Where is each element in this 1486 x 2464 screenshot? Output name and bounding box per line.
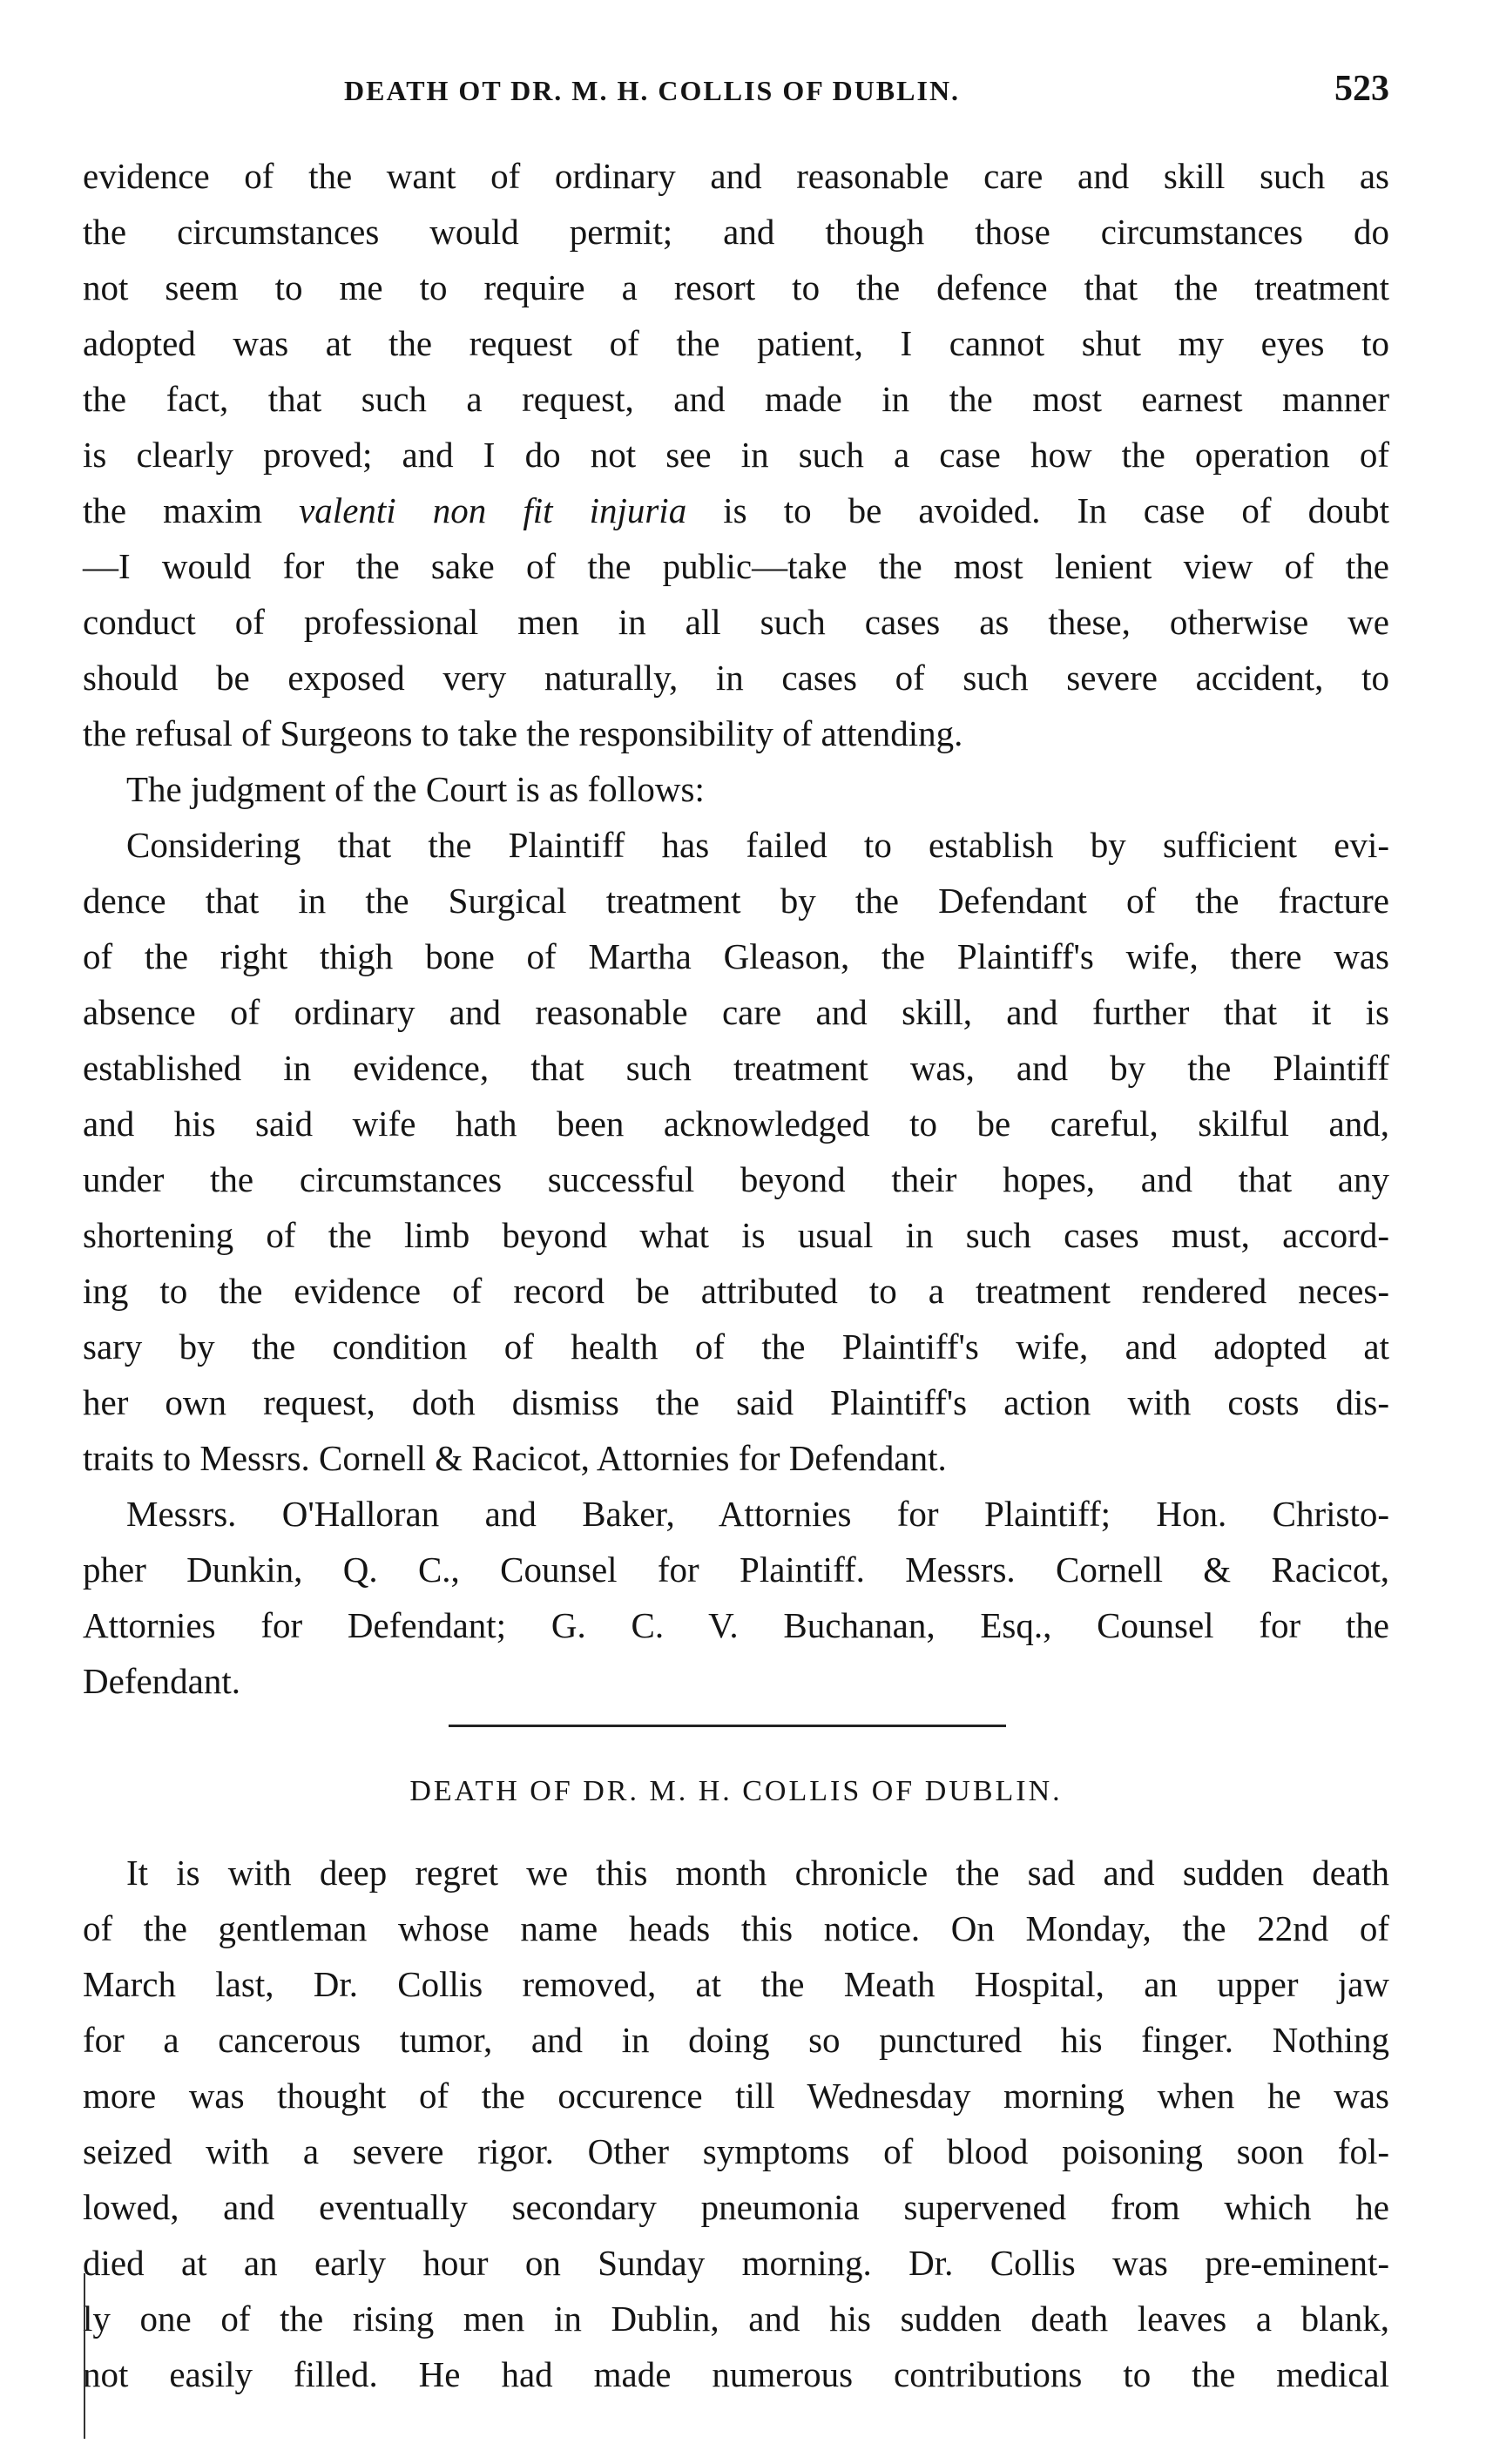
text-line: for a cancerous tumor, and in doing so punctured his finger. Nothing xyxy=(83,2020,1389,2060)
text-line: conduct of professional men in all such cases as these, otherwise we xyxy=(83,602,1389,642)
section-divider xyxy=(449,1725,1006,1727)
margin-mark xyxy=(84,2273,85,2439)
text-line: died at an early hour on Sunday morning. Dr. Collis was pre-eminent- xyxy=(83,2243,1389,2283)
text-line: should be exposed very naturally, in cases of such severe accident, to xyxy=(83,658,1389,698)
text-line: Attornies for Defendant; G. C. V. Buchanan, Esq., Counsel for the xyxy=(83,1605,1389,1645)
text-line: under the circumstances successful beyond their hopes, and that any xyxy=(83,1159,1389,1199)
text-line: established in evidence, that such treatment was, and by the Plaintiff xyxy=(83,1048,1389,1088)
text-line: the refusal of Surgeons to take the responsibility of attending. xyxy=(83,713,963,753)
text-line: sary by the condition of health of the Plaintiff's wife, and adopted at xyxy=(83,1327,1389,1367)
text-line: pher Dunkin, Q. C., Counsel for Plaintiff. Messrs. Cornell & Racicot, xyxy=(83,1549,1389,1590)
text-line: —I would for the sake of the public—take the most lenient view of the xyxy=(83,546,1389,586)
text-line: the circumstances would permit; and though those circumstances do xyxy=(83,212,1389,252)
maxim-line-after: is to be avoided. In case of doubt xyxy=(686,490,1389,530)
text-line: of the right thigh bone of Martha Gleason, the Plaintiff's wife, there was xyxy=(83,936,1389,976)
maxim-line xyxy=(83,483,1389,538)
text-line: traits to Messrs. Cornell & Racicot, Attornies for Defendant. xyxy=(83,1438,947,1478)
text-line: and his said wife hath been acknowledged to be careful, skilful and, xyxy=(83,1104,1389,1144)
text-line: not easily filled. He had made numerous contributions to the medical xyxy=(83,2354,1389,2394)
text-line: dence that in the Surgical treatment by the Defendant of the fracture xyxy=(83,881,1389,921)
text-line: It is with deep regret we this month chronicle the sad and sudden death xyxy=(126,1853,1389,1893)
text-line: Defendant. xyxy=(83,1661,240,1701)
text-line: seized with a severe rigor. Other symptoms of blood poisoning soon fol- xyxy=(83,2131,1389,2171)
maxim-line-before: the maxim xyxy=(83,490,300,530)
text-line: Messrs. O'Halloran and Baker, Attornies for Plaintiff; Hon. Christo- xyxy=(126,1494,1389,1534)
text-line: ing to the evidence of record be attributed to a treatment rendered neces- xyxy=(83,1271,1389,1311)
text-line: her own request, doth dismiss the said Plaintiff's action with costs dis- xyxy=(83,1382,1389,1422)
text-line: is clearly proved; and I do not see in such a case how the operation of xyxy=(83,435,1389,475)
text-line: the fact, that such a request, and made in the most earnest manner xyxy=(83,379,1389,419)
running-title: DEATH OT DR. M. H. COLLIS OF DUBLIN. xyxy=(344,75,961,106)
text-line: not seem to me to require a resort to the defence that the treatment xyxy=(83,267,1389,307)
latin-maxim: valenti non fit injuria xyxy=(299,490,687,530)
text-line: The judgment of the Court is as follows: xyxy=(126,769,705,809)
text-line: Considering that the Plaintiff has failed to establish by sufficient evi- xyxy=(126,825,1389,865)
text-line: more was thought of the occurence till Wednesday morning when he was xyxy=(83,2076,1389,2116)
text-line: evidence of the want of ordinary and reasonable care and skill such as xyxy=(83,156,1389,196)
text-line: adopted was at the request of the patient, I cannot shut my eyes to xyxy=(83,323,1389,363)
text-line: ly one of the rising men in Dublin, and his sudden death leaves a blank, xyxy=(83,2299,1389,2339)
text-line: March last, Dr. Collis removed, at the Meath Hospital, an upper jaw xyxy=(83,1964,1389,2004)
text-line: absence of ordinary and reasonable care and skill, and further that it is xyxy=(83,992,1389,1032)
text-line: of the gentleman whose name heads this notice. On Monday, the 22nd of xyxy=(83,1908,1389,1948)
text-line: shortening of the limb beyond what is usual in such cases must, accord- xyxy=(83,1215,1389,1255)
page-number: 523 xyxy=(1334,69,1389,109)
running-head xyxy=(83,68,1389,120)
section-heading: DEATH OF DR. M. H. COLLIS OF DUBLIN. xyxy=(409,1775,1063,1807)
text-line: lowed, and eventually secondary pneumonia supervened from which he xyxy=(83,2187,1389,2227)
